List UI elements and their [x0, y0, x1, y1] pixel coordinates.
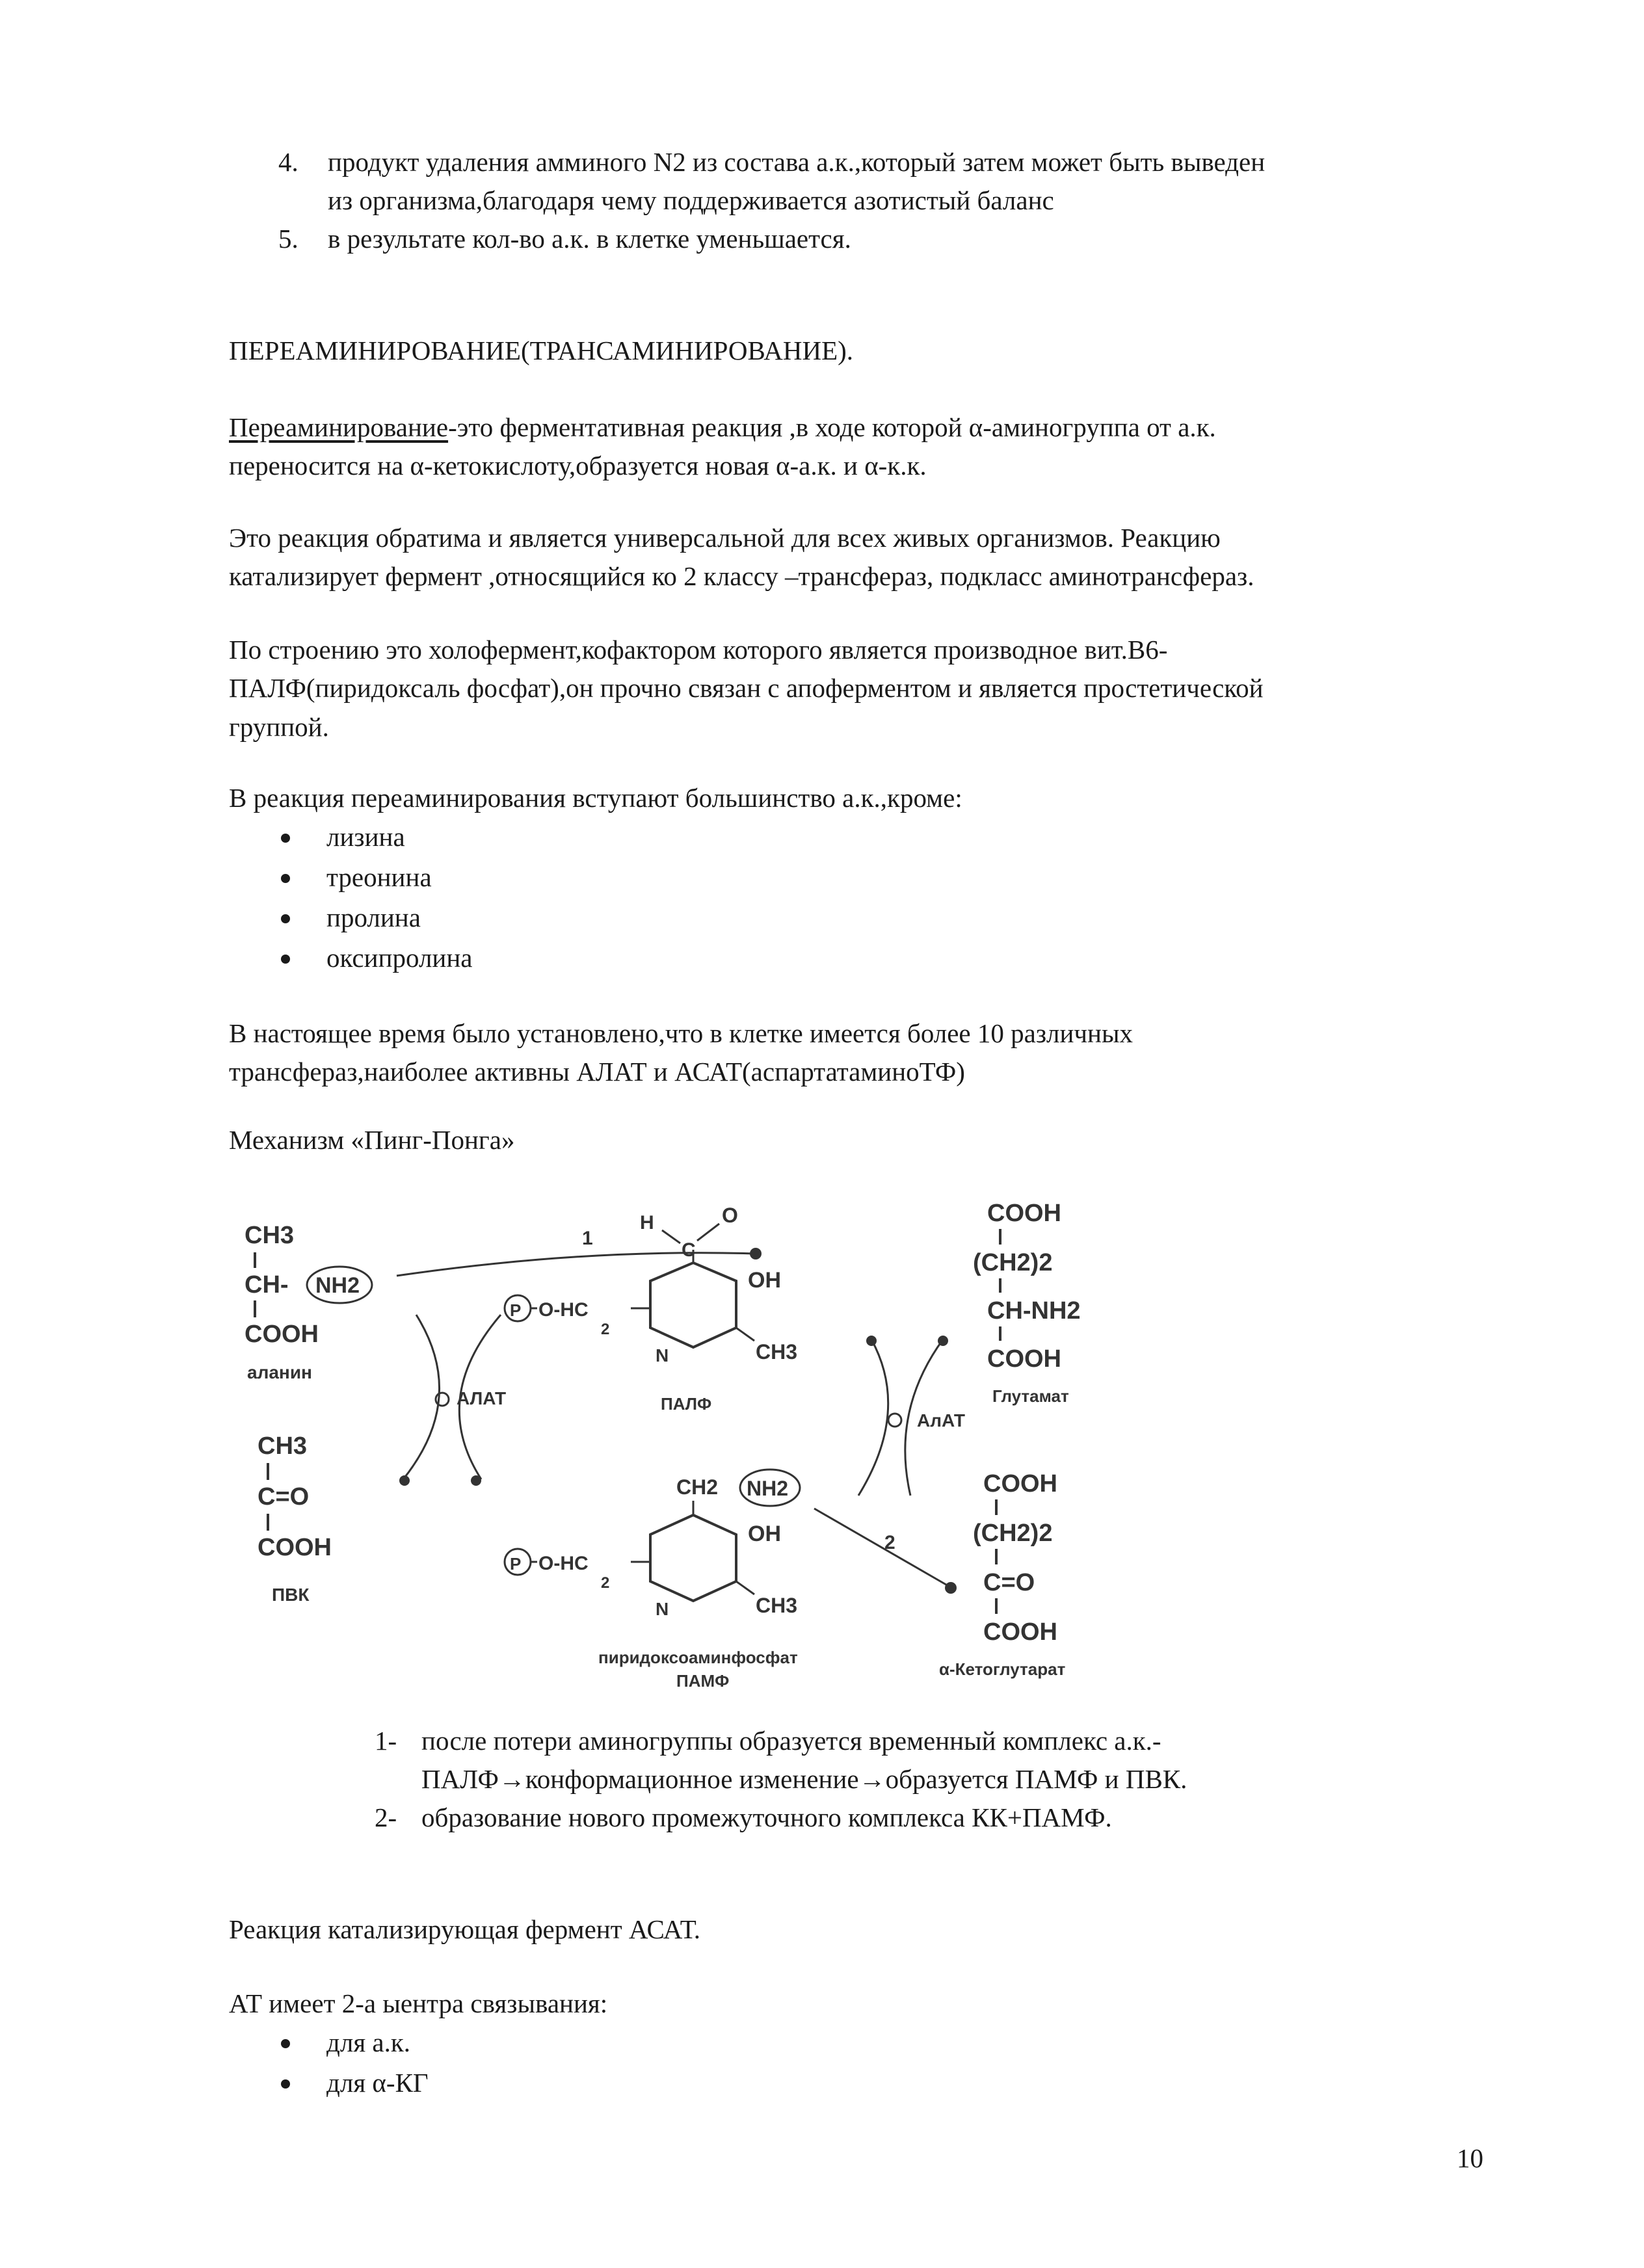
list-text: из организма,благодаря чему поддерживается азотистый баланс — [328, 185, 1054, 216]
palf-label: ПАЛФ — [661, 1394, 712, 1414]
pvk-cooh: COOH — [258, 1534, 332, 1561]
pamf-nh2: NH2 — [747, 1477, 789, 1500]
list-text: в результате кол-во а.к. в клетке уменьшается. — [328, 224, 851, 254]
note-text: образование нового промежуточного комплекса КК+ПАМФ. — [421, 1802, 1112, 1832]
list-item: оксипролина — [326, 943, 473, 973]
bullet-icon — [281, 914, 290, 923]
section-heading: ПЕРЕАМИНИРОВАНИЕ(ТРАНСАМИНИРОВАНИЕ). — [229, 336, 854, 365]
palf-link: O-HC — [538, 1299, 589, 1321]
mechanism-title: Механизм «Пинг-Понга» — [229, 1125, 515, 1155]
arrowhead-icon — [750, 1248, 762, 1259]
pyridine-ring — [650, 1515, 736, 1601]
glutamate-cooh2: COOH — [987, 1345, 1061, 1373]
note-number: 2- — [375, 1802, 397, 1832]
palf-sub2: 2 — [601, 1321, 610, 1338]
glutamate-label: Глутамат — [992, 1386, 1069, 1406]
page-number: 10 — [1457, 2143, 1483, 2173]
paragraph-holoenzyme: По строению это холофермент,кофактором которого является производное вит.В6- ПАЛФ(пиридоксаль фосфат),он прочно связан с апоферментом и является простетической группой. — [229, 635, 1264, 742]
pvk-ch3: CH3 — [258, 1432, 308, 1460]
glutamate-ch2: (CH2)2 — [973, 1249, 1053, 1276]
pyridine-ring — [650, 1263, 736, 1347]
pamf-label-2: ПАМФ — [676, 1671, 730, 1691]
centers-intro: АТ имеет 2-а ыентра связывания: — [229, 1988, 608, 2018]
bullet-icon — [281, 2079, 290, 2089]
palf-o: O — [722, 1204, 738, 1227]
list-item: лизина — [326, 822, 405, 852]
paragraph-transferases: В настоящее время было установлено,что в клетке имеется более 10 различных трансфераз,наиболее активны АЛАТ и АСАТ(аспартатаминоТФ) — [229, 1018, 1134, 1087]
pvk-co: C=O — [258, 1483, 310, 1510]
arrow-1-label: 1 — [582, 1228, 593, 1249]
enzyme-left-label: АЛАТ — [457, 1388, 507, 1408]
akg-label: α-Кетоглутарат — [939, 1659, 1066, 1679]
definition-paragraph — [229, 408, 1504, 486]
arrow-2-label: 2 — [884, 1532, 895, 1553]
pamf-p: P — [510, 1554, 522, 1574]
note-number: 1- — [375, 1726, 397, 1756]
pvk-label: ПВК — [272, 1585, 310, 1605]
palf-ch3: CH3 — [756, 1340, 798, 1364]
bullet-icon — [281, 2039, 290, 2048]
palf-oh: OH — [748, 1268, 781, 1293]
definition-term: Переаминирование — [229, 412, 449, 442]
bullet-icon — [281, 955, 290, 964]
arrowhead-icon — [938, 1336, 948, 1346]
note-text: ПАЛФ→конформационное изменение→образуется ПАМФ и ПВК. — [421, 1764, 1187, 1795]
definition-text: переносится на α-кетокислоту,образуется новая α-а.к. и α-к.к. — [229, 451, 927, 481]
pamf-oh: OH — [748, 1522, 781, 1546]
arrowhead-icon — [399, 1475, 410, 1486]
pamf-label-1: пиридоксоаминфосфат — [598, 1648, 798, 1667]
arrowhead-icon — [945, 1582, 957, 1594]
pamf-ch2: CH2 — [676, 1475, 719, 1499]
list-item: для α-КГ — [326, 2068, 429, 2098]
akg-co: C=O — [983, 1569, 1035, 1596]
list-item: пролина — [326, 903, 421, 932]
palf-p: P — [510, 1300, 522, 1320]
enzyme-right-label: АлАТ — [917, 1410, 965, 1431]
ping-pong-diagram — [221, 1190, 1171, 1704]
arrowhead-icon — [471, 1475, 481, 1486]
alanine-nh2: NH2 — [315, 1273, 360, 1298]
bullet-icon — [281, 874, 290, 883]
alanine-ch: CH- — [245, 1271, 289, 1299]
glutamate-cooh1: COOH — [987, 1200, 1061, 1227]
list-number: 4. — [278, 147, 298, 177]
note-text: после потери аминогруппы образуется временный комплекс а.к.- — [421, 1726, 1161, 1756]
pamf-ch3: CH3 — [756, 1594, 798, 1617]
list-item: треонина — [326, 862, 432, 892]
asat-title: Реакция катализирующая фермент АСАТ. — [229, 1914, 700, 1944]
alanine-ch3: CH3 — [245, 1222, 295, 1249]
arrowhead-icon — [866, 1336, 877, 1346]
list-text: продукт удаления амминого N2 из состава а.к.,который затем может быть выведен — [328, 147, 1266, 177]
palf-c: C — [682, 1239, 696, 1261]
alanine-label: аланин — [247, 1362, 312, 1382]
definition-text: -это ферментативная реакция ,в ходе которой α-аминогруппа от а.к. — [448, 412, 1216, 442]
bullet-icon — [281, 834, 290, 843]
pamf-sub2: 2 — [601, 1574, 610, 1592]
akg-cooh2: COOH — [983, 1618, 1057, 1646]
enzyme-site-icon — [888, 1414, 901, 1427]
paragraph-reversible: Это реакция обратима и является универсальной для всех живых организмов. Реакцию катализирует фермент ,относящийся ко 2 классу –трансфераз, подкласс аминотрансфераз. — [229, 523, 1254, 592]
exceptions-intro: В реакция переаминирования вступают большинство а.к.,кроме: — [229, 783, 962, 813]
enzyme-site-icon — [436, 1393, 449, 1406]
palf-n: N — [656, 1345, 669, 1365]
glutamate-chnh2: CH-NH2 — [987, 1297, 1081, 1325]
list-number: 5. — [278, 224, 298, 254]
akg-cooh1: COOH — [983, 1470, 1057, 1497]
pamf-n: N — [656, 1599, 669, 1619]
alanine-cooh: COOH — [245, 1321, 319, 1348]
akg-ch2: (CH2)2 — [973, 1520, 1053, 1547]
list-item: для а.к. — [326, 2027, 411, 2057]
palf-h: H — [640, 1212, 654, 1233]
pamf-link: O-HC — [538, 1553, 589, 1574]
